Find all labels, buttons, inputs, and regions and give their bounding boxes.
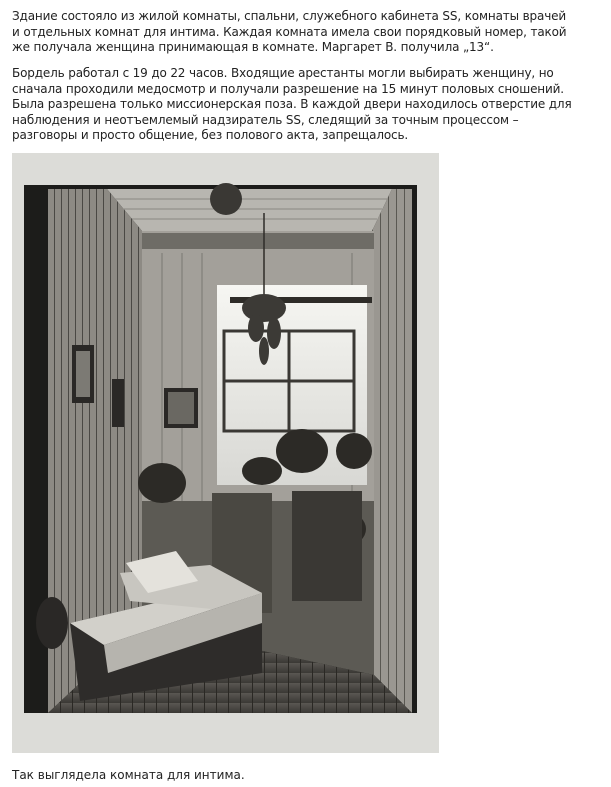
paragraph-building-description (12, 9, 610, 56)
photo-caption: Так выглядела комната для интима. (12, 768, 245, 782)
corner-plant (36, 597, 68, 649)
text-line: и отдельных комнат для интима. Каждая комната имела свои порядковый номер, такой (12, 24, 567, 39)
ceiling (107, 189, 392, 231)
text-line: же получала женщина принимающая в комнате. Маргарет В. получила „13“. (12, 40, 494, 54)
text-line: Была разрешена только миссионерская поза. В каждой двери находилось отверстие для (12, 97, 572, 111)
room-photo (12, 153, 439, 753)
text-line: Здание состояло из жилой комнаты, спальни, служебного кабинета SS, комнаты врачей (12, 9, 567, 23)
right-wall (372, 189, 412, 713)
text-line: сначала проходили медосмотр и получали разрешение на 15 минут половых сношений. (12, 81, 564, 96)
ceiling-lamp (210, 183, 242, 215)
wall-picture (112, 379, 124, 427)
stove (292, 491, 362, 601)
text-line: наблюдения и неотъемлемый надзиратель SS, следящий за точным процессом – (12, 112, 519, 127)
text-line: разговоры и просто общение, без полового акта, запрещалось. (12, 128, 409, 142)
room-photo-illustration (12, 153, 439, 753)
paragraph-schedule-description (12, 66, 610, 144)
text-line: Бордель работал с 19 до 22 часов. Входящие арестанты могли выбирать женщину, но (12, 66, 554, 80)
